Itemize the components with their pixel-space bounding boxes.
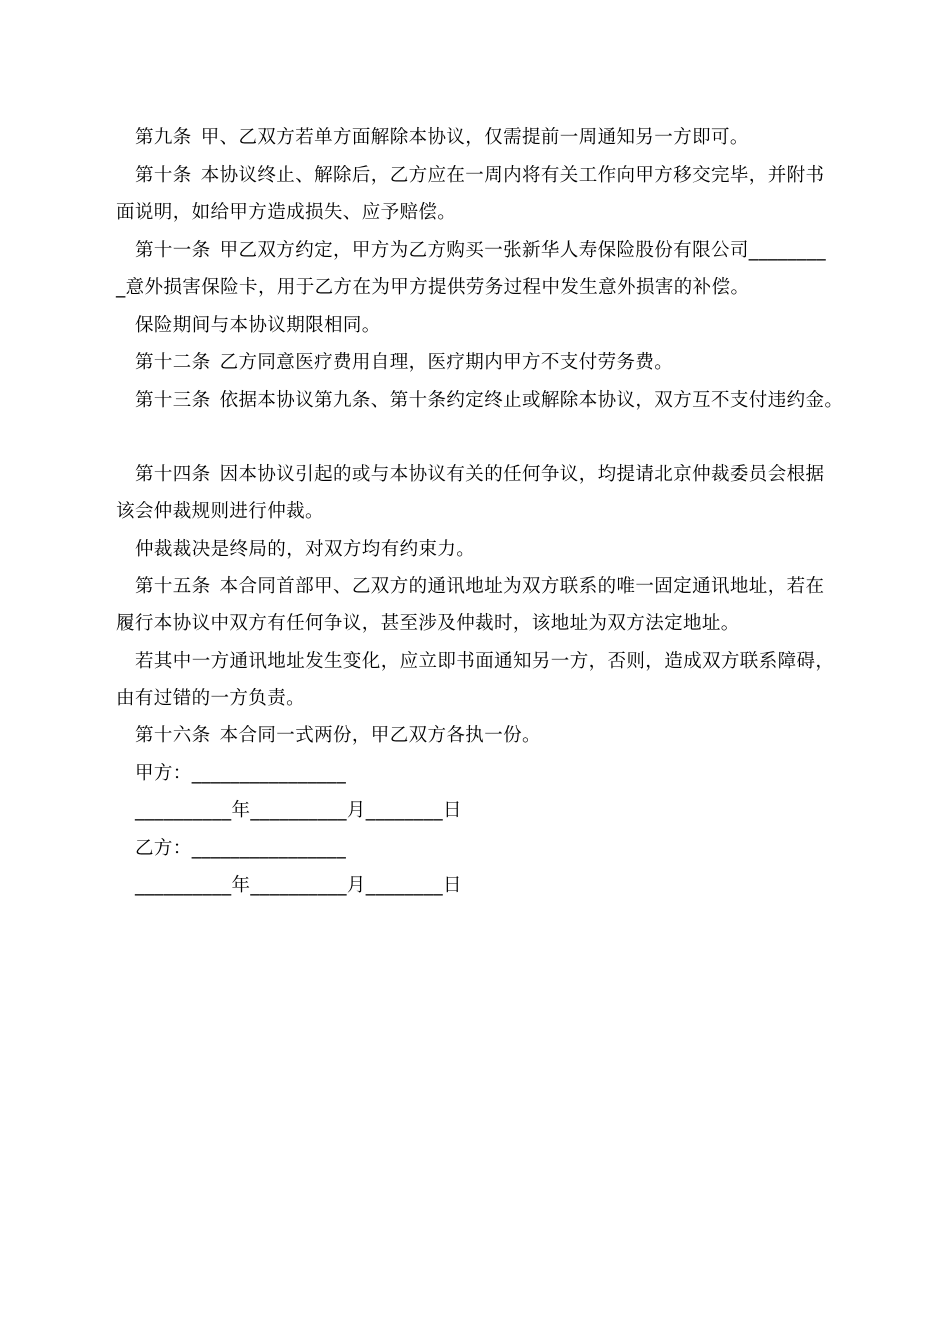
article-text: 本协议终止、解除后，乙方应在一周内将有关工作向甲方移交完毕，并附书 xyxy=(200,165,825,186)
article-11-continued: _意外损害保险卡，用于乙方在为甲方提供劳务过程中发生意外损害的补偿。 xyxy=(116,277,750,298)
article-13 xyxy=(135,388,843,414)
article-14 xyxy=(135,462,824,488)
article-15-address-change: 若其中一方通讯地址发生变化，应立即书面通知另一方，否则，造成双方联系障碍， xyxy=(135,651,835,672)
article-10-continued: 面说明，如给甲方造成损失、应予赔偿。 xyxy=(116,202,457,223)
article-text: 甲、乙双方若单方面解除本协议，仅需提前一周通知另一方即可。 xyxy=(200,127,749,148)
article-11-insurance-period: 保险期间与本协议期限相同。 xyxy=(135,315,381,336)
article-heading: 第十六条 xyxy=(135,725,211,746)
signature-date-a: __________年__________月________日 xyxy=(135,800,462,821)
article-text: 本合同首部甲、乙双方的通讯地址为双方联系的唯一固定通讯地址，若在 xyxy=(219,576,825,597)
article-heading: 第十四条 xyxy=(135,464,211,485)
article-heading: 第九条 xyxy=(135,127,192,148)
article-heading: 第十三条 xyxy=(135,390,211,411)
article-9 xyxy=(135,125,749,151)
article-12 xyxy=(135,350,673,376)
article-14-continued: 该会仲裁规则进行仲裁。 xyxy=(116,501,324,522)
article-heading: 第十二条 xyxy=(135,352,211,373)
article-15-address-change-continued: 由有过错的一方负责。 xyxy=(116,688,306,709)
signature-party-a: 甲方：________________ xyxy=(135,763,347,784)
article-heading: 第十五条 xyxy=(135,576,211,597)
article-16 xyxy=(135,723,541,749)
article-15 xyxy=(135,574,824,600)
article-heading: 第十条 xyxy=(135,165,192,186)
signature-party-b: 乙方：________________ xyxy=(135,838,347,859)
article-10 xyxy=(135,163,824,189)
article-14-arbitration-final: 仲裁裁决是终局的，对双方均有约束力。 xyxy=(135,539,476,560)
article-text: 依据本协议第九条、第十条约定终止或解除本协议，双方互不支付违约金。 xyxy=(219,390,844,411)
article-heading: 第十一条 xyxy=(135,240,211,261)
article-11 xyxy=(135,238,826,264)
article-text: 甲乙双方约定，甲方为乙方购买一张新华人寿保险股份有限公司________ xyxy=(219,240,827,261)
article-text: 乙方同意医疗费用自理，医疗期内甲方不支付劳务费。 xyxy=(219,352,674,373)
article-text: 本合同一式两份，甲乙双方各执一份。 xyxy=(219,725,541,746)
signature-date-b: __________年__________月________日 xyxy=(135,875,462,896)
article-text: 因本协议引起的或与本协议有关的任何争议，均提请北京仲裁委员会根据 xyxy=(219,464,825,485)
article-15-continued: 履行本协议中双方有任何争议，甚至涉及仲裁时，该地址为双方法定地址。 xyxy=(116,613,740,634)
